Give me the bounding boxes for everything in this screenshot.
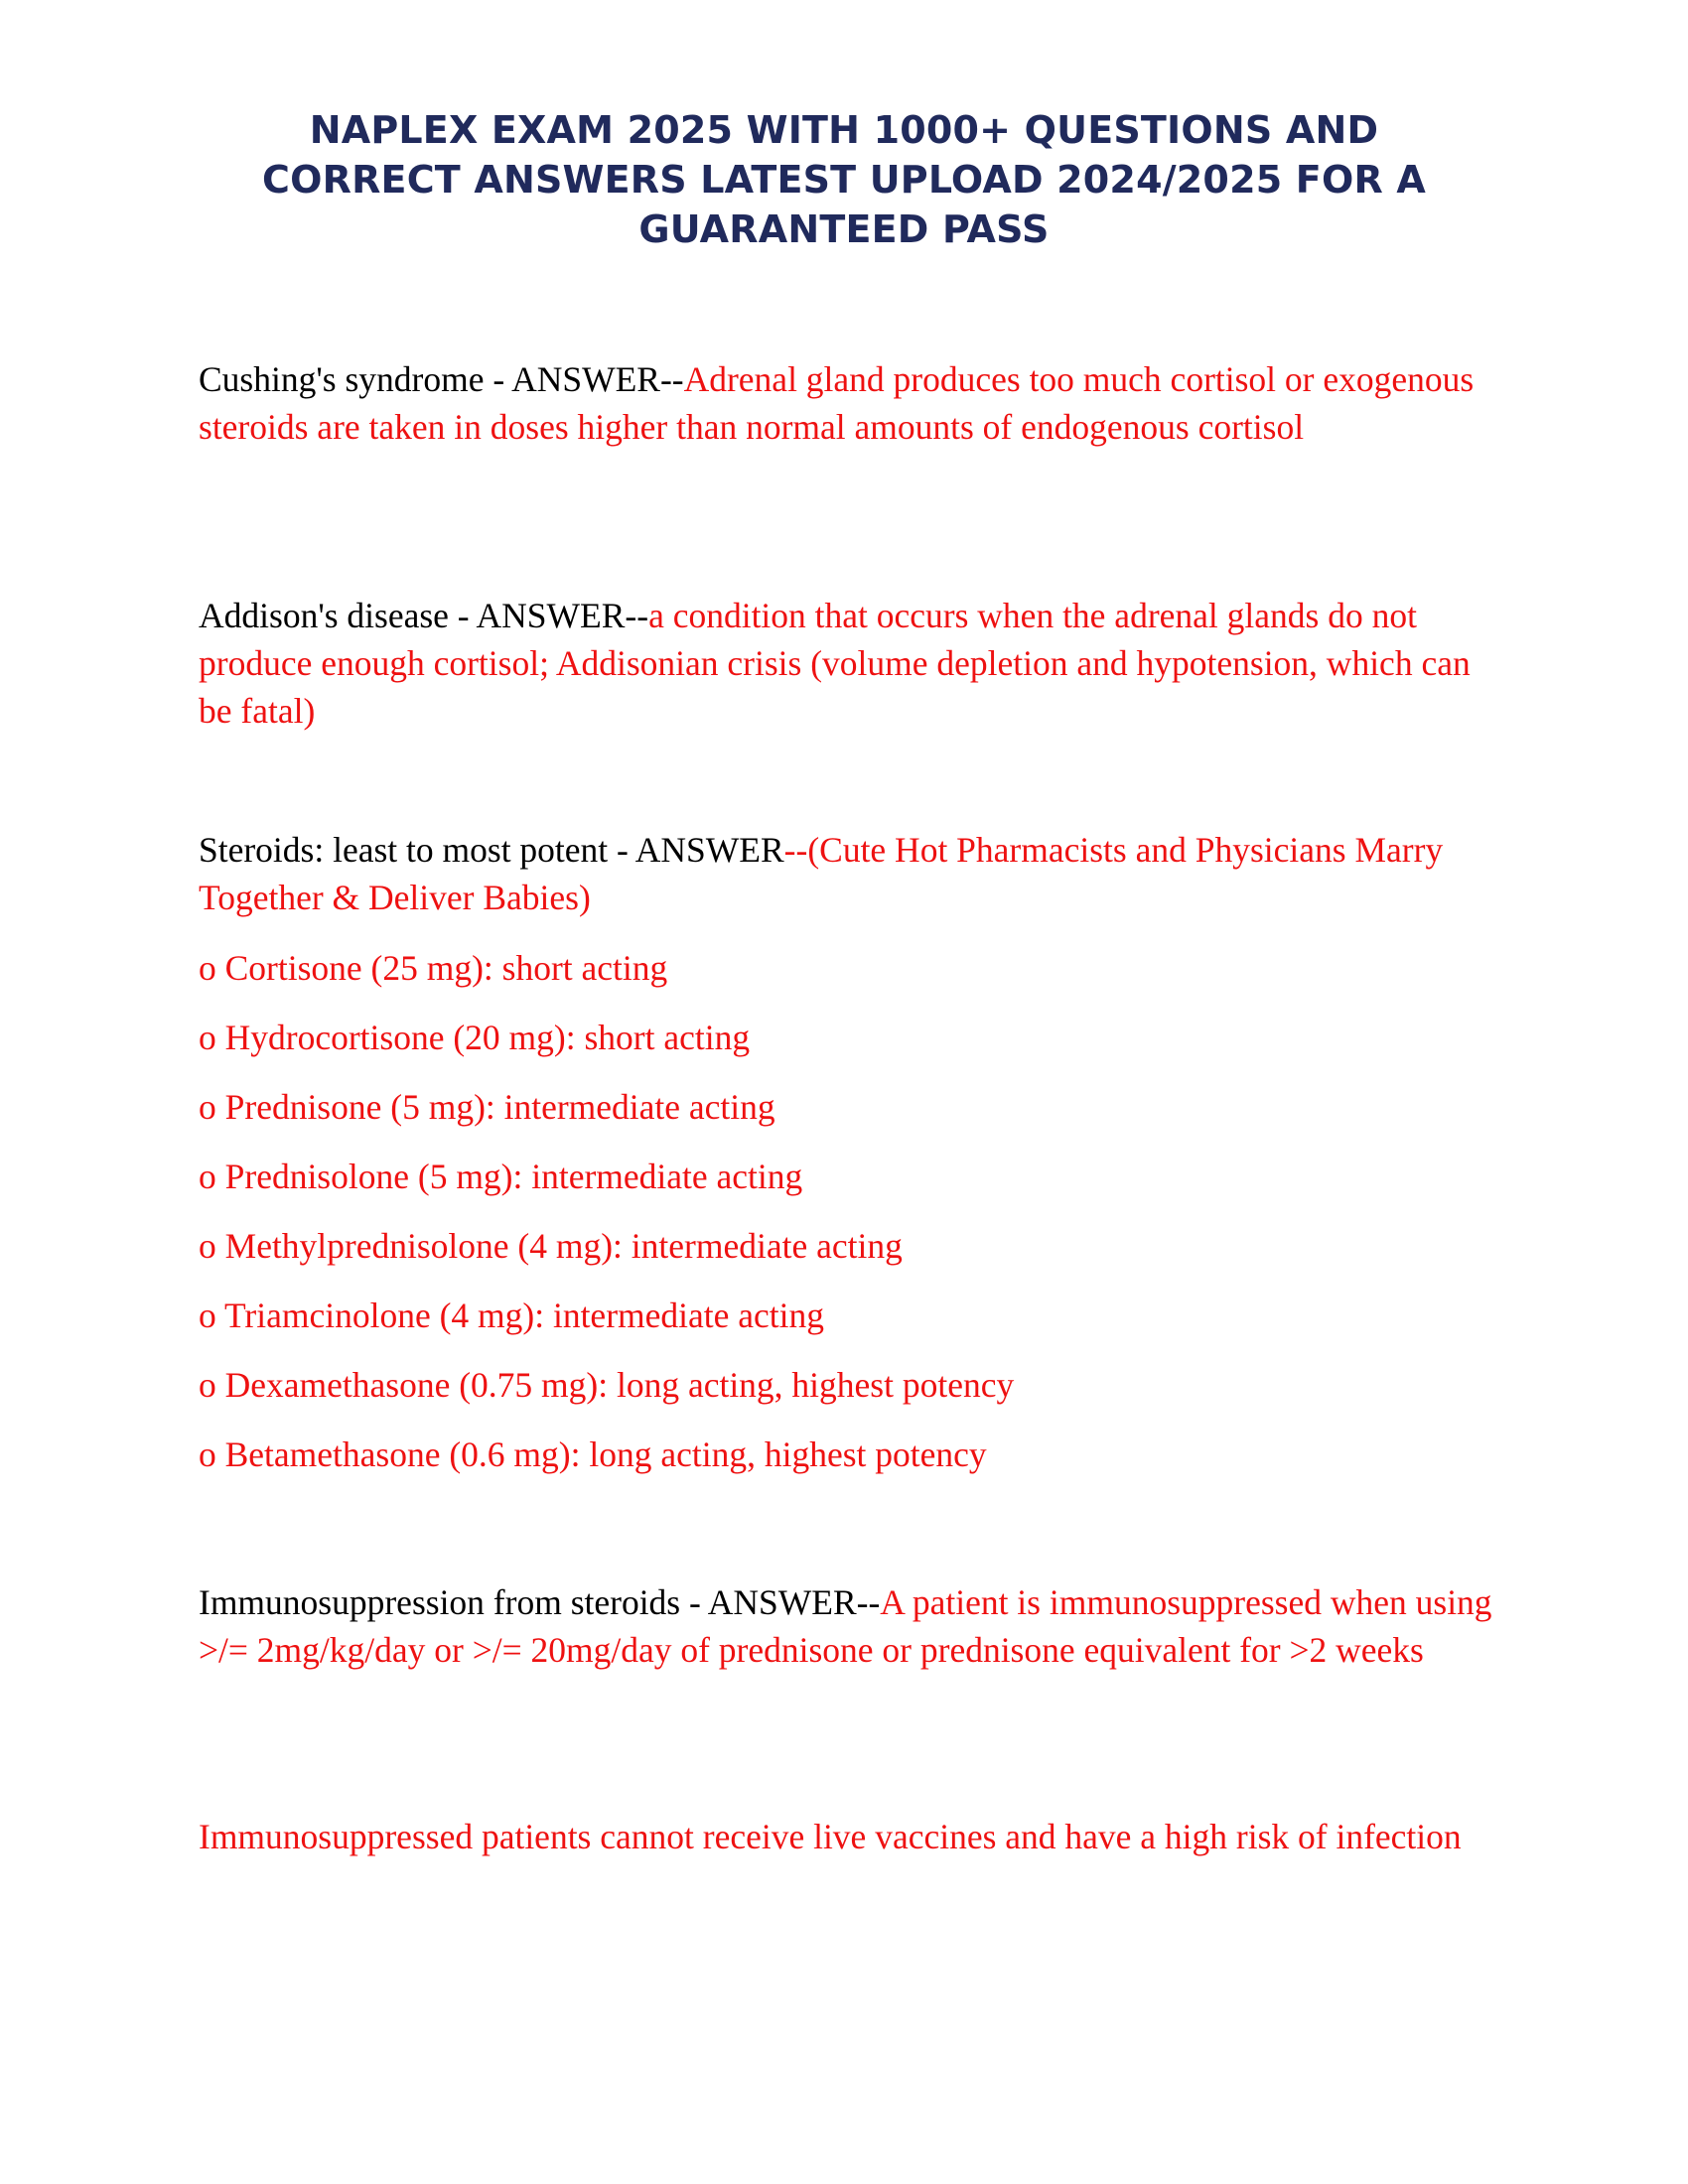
answer-text: a condition that occurs when the adrenal glands do not produce enough cortisol; Addisonian crisis (volume depletion and hypotension, which can be fatal) — [199, 596, 1471, 731]
question-text: Steroids: least to most potent - ANSWER — [199, 830, 784, 870]
answer-text: A patient is immunosuppressed when using >/= 2mg/kg/day or >/= 20mg/day of prednisone or prednisone equivalent for >2 weeks — [199, 1582, 1492, 1670]
list-item: o Triamcinolone (4 mg): intermediate acting — [199, 1296, 824, 1335]
answer-text: --(Cute Hot Pharmacists and Physicians Marry Together & Deliver Babies) — [199, 830, 1444, 917]
list-item: o Methylprednisolone (4 mg): intermediate acting — [199, 1226, 903, 1266]
title-line-2: CORRECT ANSWERS LATEST UPLOAD 2024/2025 FOR A — [262, 158, 1426, 202]
steroid-list — [199, 944, 1509, 1478]
qa-paragraph — [199, 1578, 1509, 1674]
qa-paragraph — [199, 826, 1509, 921]
question-text: Immunosuppression from steroids - ANSWER-- — [199, 1582, 881, 1622]
qa-entry-cushings — [199, 355, 1509, 451]
answer-text: Adrenal gland produces too much cortisol or exogenous steroids are taken in doses higher than normal amounts of endogenous cortisol — [199, 359, 1475, 447]
list-item: o Prednisolone (5 mg): intermediate acting — [199, 1157, 803, 1196]
list-item: o Hydrocortisone (20 mg): short acting — [199, 1018, 751, 1057]
list-item: o Cortisone (25 mg): short acting — [199, 948, 668, 988]
document-title — [199, 105, 1489, 254]
question-text: Addison's disease - ANSWER-- — [199, 596, 649, 635]
title-line-3: GUARANTEED PASS — [638, 207, 1050, 251]
list-item: o Dexamethasone (0.75 mg): long acting, highest potency — [199, 1365, 1015, 1405]
title-line-1: NAPLEX EXAM 2025 WITH 1000+ QUESTIONS AND — [309, 108, 1379, 152]
answer-text: Immunosuppressed patients cannot receive live vaccines and have a high risk of infection — [199, 1817, 1462, 1856]
qa-entry-immunosuppression — [199, 1578, 1509, 1674]
qa-entry-steroids — [199, 826, 1509, 921]
qa-paragraph — [199, 355, 1509, 451]
qa-paragraph — [199, 592, 1509, 735]
question-text: Cushing's syndrome - ANSWER-- — [199, 359, 684, 399]
qa-extra-answer — [199, 1813, 1509, 1860]
list-item: o Betamethasone (0.6 mg): long acting, highest potency — [199, 1434, 987, 1474]
qa-entry-addisons — [199, 592, 1509, 735]
list-item: o Prednisone (5 mg): intermediate acting — [199, 1087, 775, 1127]
